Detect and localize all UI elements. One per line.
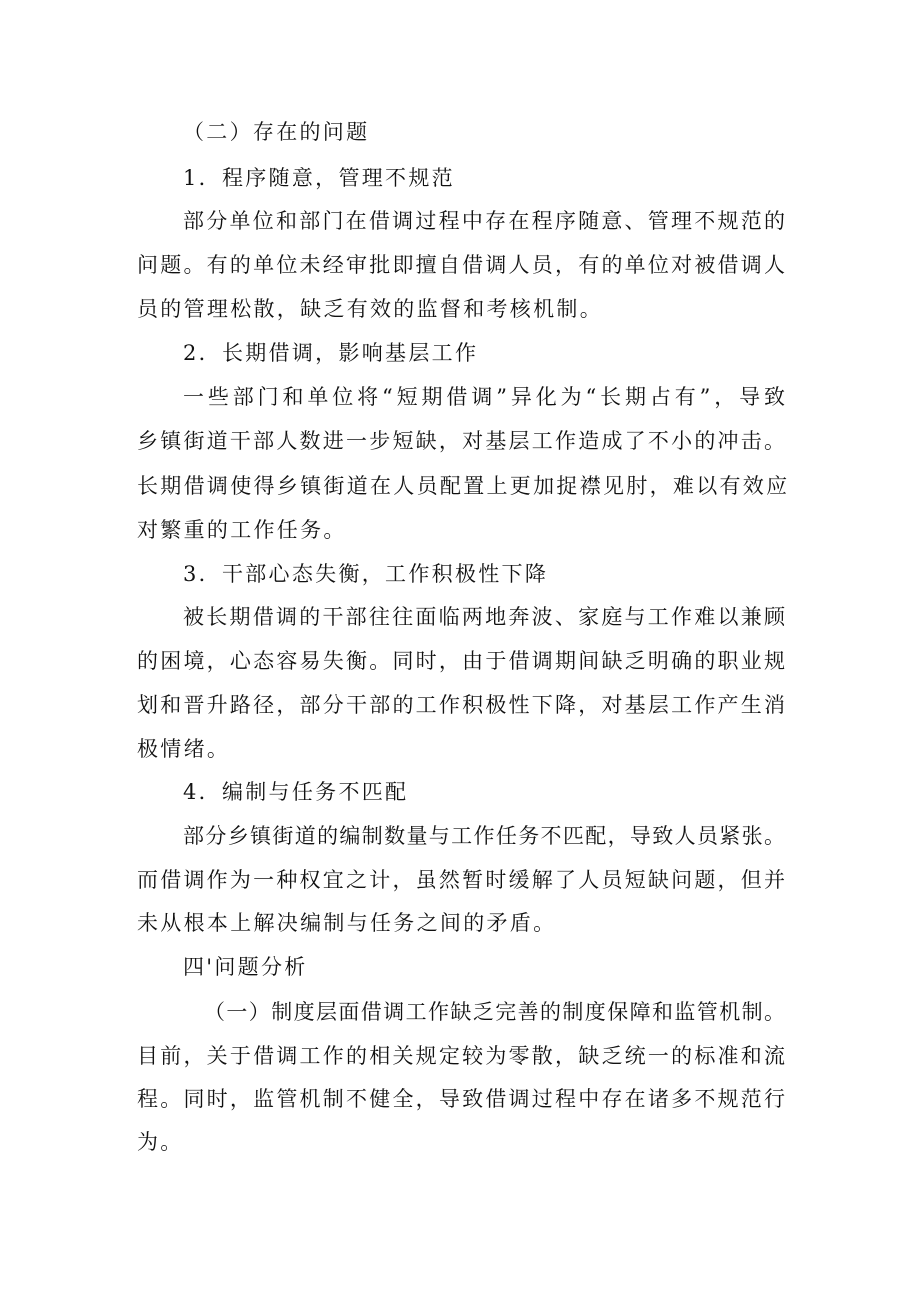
paragraph-line: 的困境，心态容易失衡。同时，由于借调期间缺乏明确的职业规	[137, 649, 785, 673]
section-heading-analysis: 四'问题分析	[183, 955, 308, 979]
paragraph-line: 对繁重的工作任务。	[137, 518, 347, 542]
paragraph-line: 目前，关于借调工作的相关规定较为零散，缺乏统一的标准和流	[137, 1044, 785, 1068]
paragraph-line: （一）制度层面借调工作缺乏完善的制度保障和监管机制。	[204, 1000, 785, 1024]
paragraph-line: 乡镇街道干部人数进一步短缺，对基层工作造成了不小的冲击。	[137, 429, 785, 453]
paragraph-line: 一些部门和单位将“短期借调”异化为“长期占有”，导致	[183, 385, 785, 409]
paragraph-line: 极情绪。	[137, 737, 231, 761]
subheading-1: 1．程序随意，管理不规范	[183, 166, 455, 190]
paragraph-line: 问题。有的单位未经审批即擅自借调人员，有的单位对被借调人	[137, 253, 785, 277]
paragraph-line: 部分乡镇街道的编制数量与工作任务不匹配，导致人员紧张。	[183, 824, 785, 848]
paragraph-line: 程。同时，监管机制不健全，导致借调过程中存在诸多不规范行	[137, 1087, 785, 1111]
subheading-2: 2．长期借调，影响基层工作	[183, 341, 479, 365]
paragraph-line: 为。	[137, 1130, 184, 1154]
subheading-4: 4．编制与任务不匹配	[183, 780, 409, 804]
paragraph-line: 部分单位和部门在借调过程中存在程序随意、管理不规范的	[183, 209, 785, 233]
paragraph-line: 划和晋升路径，部分干部的工作积极性下降，对基层工作产生消	[137, 693, 785, 717]
paragraph-line: 而借调作为一种权宜之计，虽然暂时缓解了人员短缺问题，但并	[137, 868, 785, 892]
paragraph-line: 被长期借调的干部往往面临两地奔波、家庭与工作难以兼顾	[183, 605, 785, 629]
paragraph-line: 员的管理松散，缺乏有效的监督和考核机制。	[137, 297, 603, 321]
subheading-3: 3．干部心态失衡，工作积极性下降	[183, 562, 549, 586]
paragraph-line: 长期借调使得乡镇街道在人员配置上更加捉襟见肘，难以有效应	[137, 474, 790, 498]
paragraph-line: 未从根本上解决编制与任务之间的矛盾。	[137, 911, 557, 935]
section-heading: （二）存在的问题	[183, 120, 370, 144]
